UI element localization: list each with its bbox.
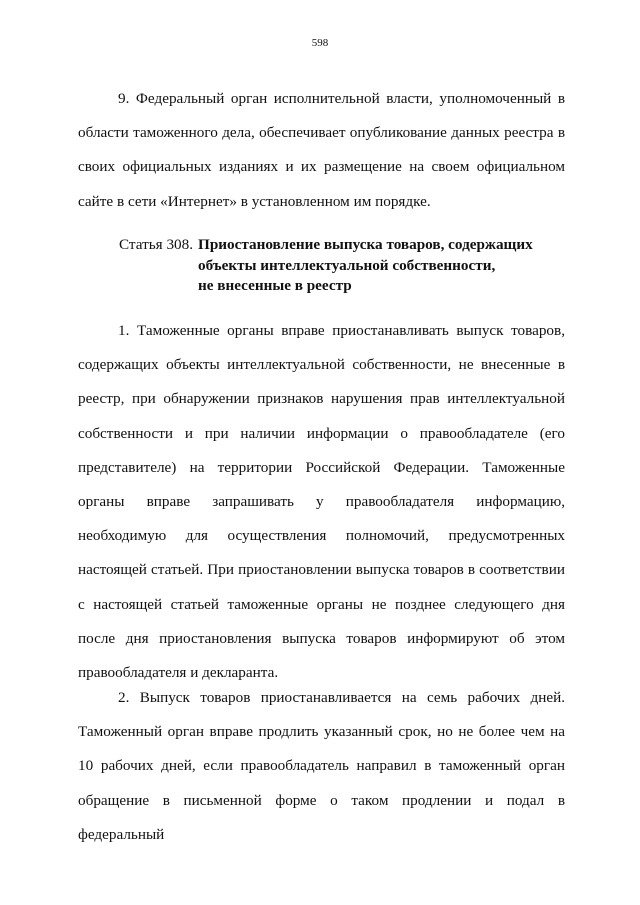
paragraph-9-text: 9. Федеральный орган исполнительной власти, уполномоченный в области таможенного дела, обеспечивает опубликование данных реестра в своих официальных изданиях и их размещение на своем официальном сайте в сети «Интернет» в установленном им порядке. xyxy=(78,90,565,210)
article-title: Приостановление выпуска товаров, содержащих объекты интеллектуальной собственности, не внесенные в реестр xyxy=(198,236,533,294)
paragraph-1 xyxy=(78,314,565,690)
paragraph-2 xyxy=(78,681,565,852)
paragraph-9 xyxy=(78,82,565,219)
article-number: Статья 308. xyxy=(119,236,194,253)
paragraph-2-text: 2. Выпуск товаров приостанавливается на семь рабочих дней. Таможенный орган вправе продлить указанный срок, но не более чем на 10 рабочих дней, если правообладатель направил в таможенный орган обращение в письменной форме о таком продлении и подал в федеральный xyxy=(78,689,565,843)
paragraph-1-text: 1. Таможенные органы вправе приостанавливать выпуск товаров, содержащих объекты интеллектуальной собственности, не внесенные в реестр, при обнаружении признаков нарушения прав интеллектуальной собственности и при наличии информации о правообладателе (его представителе) на территории Российской Федерации. Таможенные органы вправе запрашивать у правообладателя информацию, необходимую для осуществления полномочий, предусмотренных настоящей статьей. При приостановлении выпуска товаров в соответствии с настоящей статьей таможенные органы не позднее следующего дня после дня приостановления выпуска товаров информируют об этом правообладателя и декларанта. xyxy=(78,322,565,682)
page-number: 598 xyxy=(311,37,329,49)
